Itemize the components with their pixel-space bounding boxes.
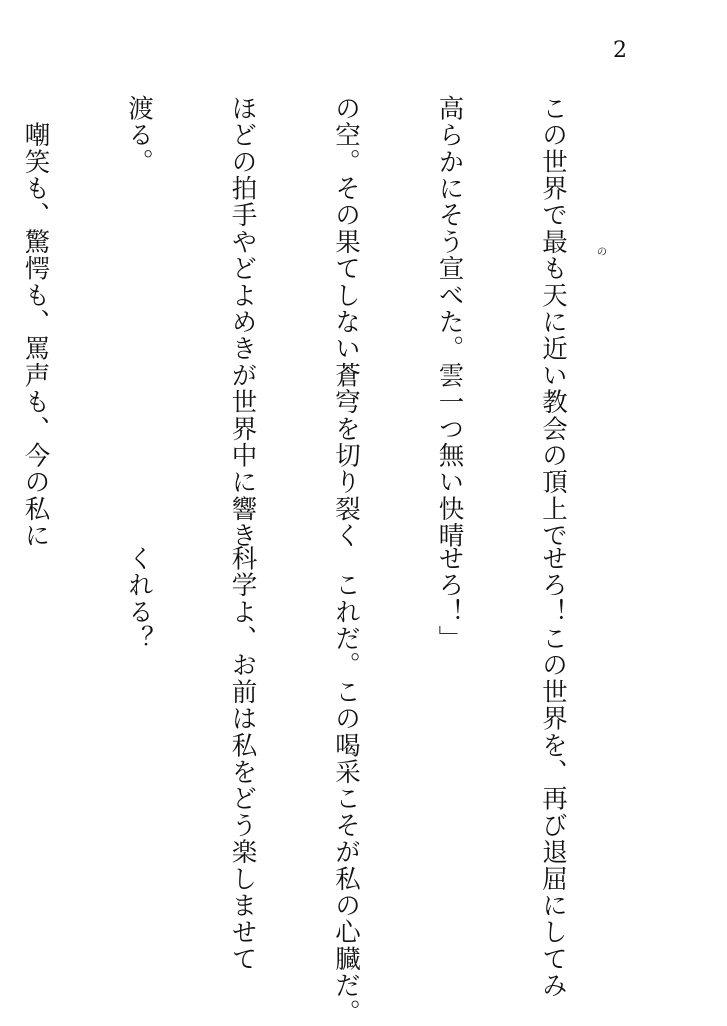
text-line: 渡る。 — [124, 95, 154, 176]
ruby-annotation: の — [597, 247, 607, 258]
text-line: 嘲笑も、驚愕も、罵声も、今の私に — [20, 95, 51, 549]
text-line: 高らかにそう宣べた。雲一つ無い快晴 — [434, 95, 465, 549]
text-line: の空。その果てしない蒼穹を切り裂く — [331, 95, 361, 549]
text-line: くれる？ — [124, 545, 154, 652]
text-line: この世界で最も天に近い教会の頂上で — [538, 95, 568, 549]
text-block-top — [0, 95, 639, 549]
text-line: せろ！この世界を、再び退屈にしてみ — [538, 545, 568, 999]
text-line: ほどの拍手やどよめきが世界中に響き — [227, 95, 258, 549]
text-line: せろ！」 — [434, 545, 465, 652]
text-line: これだ。この喝采こそが私の心臓だ。 — [331, 545, 361, 1026]
page-number: 2 — [613, 38, 627, 63]
text-block-bottom — [87, 545, 639, 1026]
text-line: 科学よ、お前は私をどう楽しませて — [227, 545, 258, 973]
